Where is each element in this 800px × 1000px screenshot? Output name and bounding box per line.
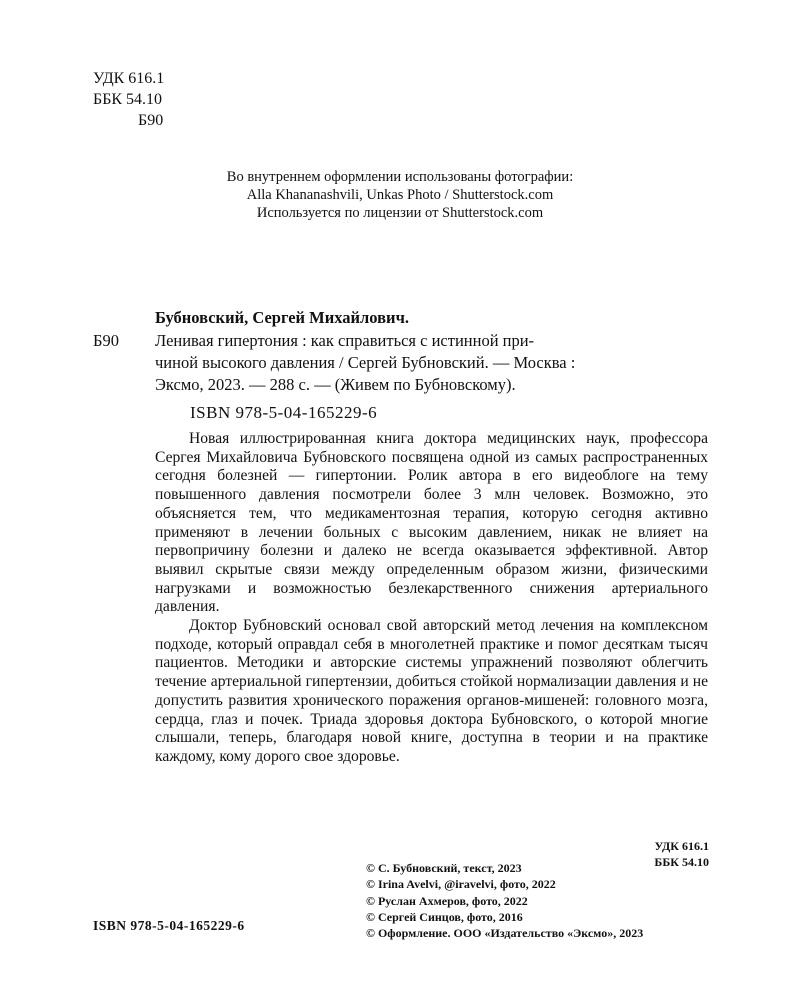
description-line: Ленивая гипертония : как справиться с истинной при-	[155, 331, 535, 350]
description-line: Эксмо, 2023. — 288 с. — (Живем по Бубновскому).	[155, 375, 516, 394]
annotation-paragraph: Новая иллюстрированная книга доктора медицинских наук, профессора Сергея Михайловича Бубновского посвящена одной из самых распространенных сегодня болезней — гипертонии. Ролик автора в его видеоблоге на тему повышенного давления посмотрели более 3 млн человек. Возможно, это объясняется тем, что медикаментозная терапия, которую сегодня активно применяют в лечении больных с высоким давлением, никак не влияет на первопричину болезни и далеко не всегда оказывается эффективной. Автор выявил скрытые связи между определенным образом жизни, физическими нагрузками и возможностью безлекарственного снижения артериального давления.	[155, 430, 708, 616]
copyright-line: © Руслан Ахмеров, фото, 2022	[366, 893, 528, 908]
credits-line: Alla Khananashvili, Unkas Photo / Shutterstock.com	[246, 187, 554, 203]
author-mark: Б90	[138, 112, 164, 129]
copyright-line: © Сергей Синцов, фото, 2016	[366, 909, 523, 924]
catalog-codes	[93, 68, 164, 131]
annotation-paragraph: Доктор Бубновский основал свой авторский метод лечения на комплексном подходе, который оправдал себя в многолетней практике и помог десяткам тысяч пациентов. Методики и авторские системы упражнений позволяют облегчить течение артериальной гипертензии, добиться стойкой нормализации давления и не допустить развития хронического поражения органов-мишеней: головного мозга, сердца, глаз и почек. Триада здоровья доктора Бубновского, о которой многие слышали, теперь, благодаря новой книге, доступна в теории и на практике каждому, кому дорого свое здоровье.	[155, 617, 708, 765]
bibliographic-description	[155, 330, 709, 396]
bibliographic-mark: Б90	[93, 331, 119, 350]
udk-code: УДК 616.1	[93, 70, 165, 87]
copyright-line: © Оформление. ООО «Издательство «Эксмо», 2023	[366, 926, 644, 941]
footer-isbn: ISBN 978-5-04-165229-6	[93, 918, 245, 933]
footer-udk-code: УДК 616.1	[654, 839, 709, 853]
footer-catalog-codes	[654, 838, 709, 870]
photo-credits	[0, 168, 800, 222]
copyright-block	[366, 860, 643, 941]
isbn: ISBN 978-5-04-165229-6	[190, 403, 378, 422]
footer-bbk-code: ББК 54.10	[654, 855, 709, 869]
credits-line: Используется по лицензии от Shutterstock.com	[256, 205, 544, 221]
bbk-code: ББК 54.10	[93, 91, 163, 108]
author-heading: Бубновский, Сергей Михайлович.	[155, 308, 409, 327]
description-line: чиной высокого давления / Сергей Бубновский. — Москва :	[155, 353, 576, 372]
copyright-line: © С. Бубновский, текст, 2023	[366, 861, 522, 875]
annotation	[155, 430, 708, 767]
copyright-line: © Irina Avelvi, @iravelvi, фото, 2022	[366, 877, 556, 892]
credits-line: Во внутреннем оформлении использованы фотографии:	[226, 169, 574, 185]
